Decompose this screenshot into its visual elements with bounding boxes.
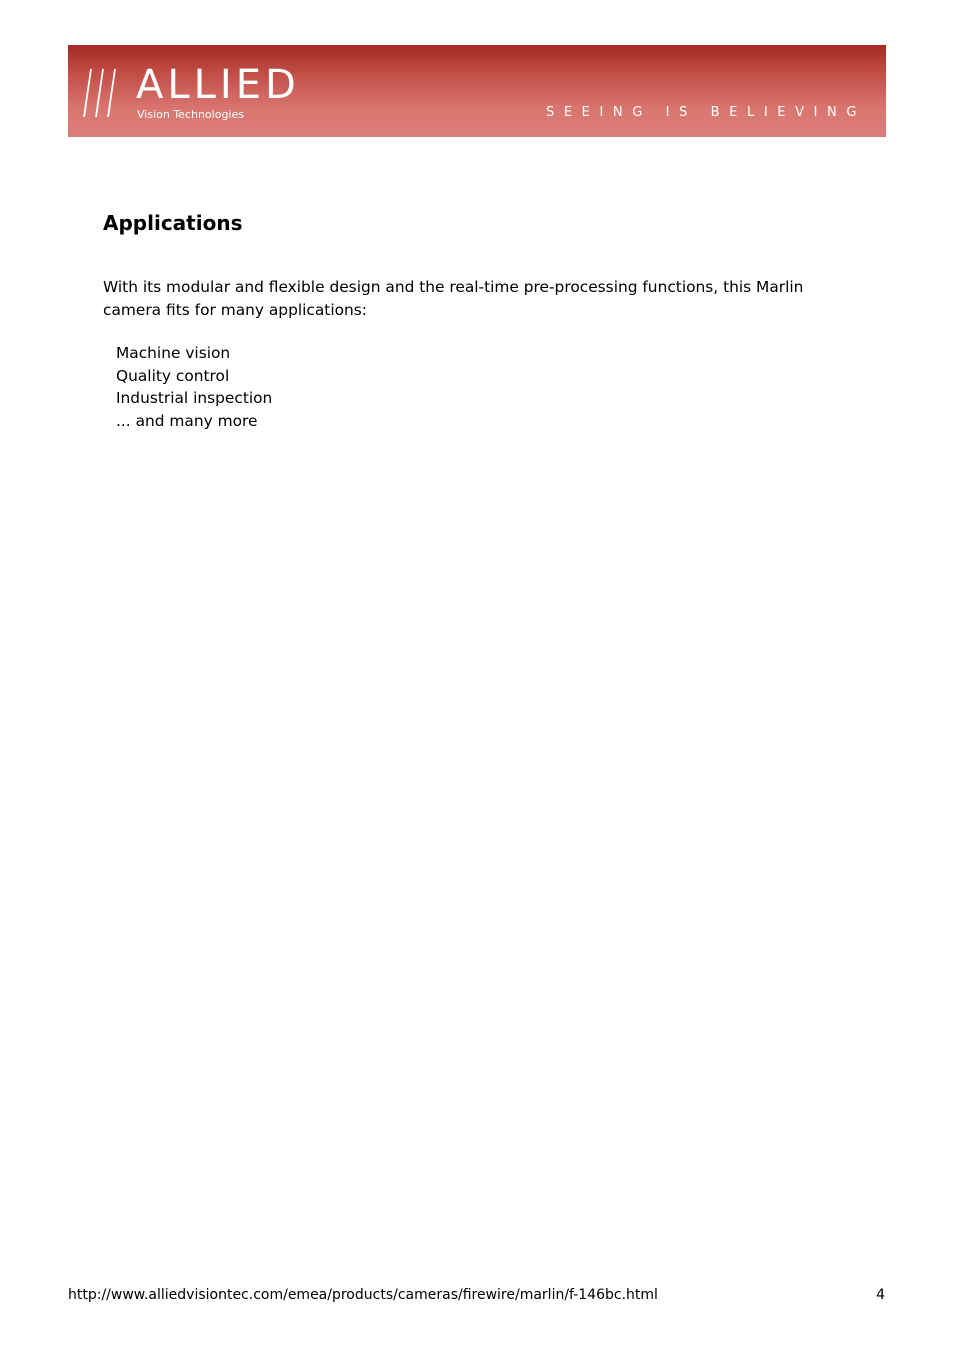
footer-url: http://www.alliedvisiontec.com/emea/products/cameras/firewire/marlin/f-146bc.html xyxy=(68,1287,658,1303)
list-item: Machine vision xyxy=(116,344,231,362)
logo-wordmark: ALLIED xyxy=(136,62,300,108)
logo-slashes-icon xyxy=(82,65,132,121)
header-banner xyxy=(68,45,886,137)
list-item: Quality control xyxy=(116,366,230,385)
applications-list xyxy=(116,342,272,433)
page-number: 4 xyxy=(876,1287,885,1303)
tagline: SEEING IS BELIEVING xyxy=(545,105,866,120)
list-item: ... and many more xyxy=(116,412,258,431)
section-heading: Applications xyxy=(103,211,243,235)
logo-subtitle: Vision Technologies xyxy=(137,108,244,121)
allied-logo xyxy=(82,62,302,125)
list-item: Industrial inspection xyxy=(116,389,273,408)
intro-paragraph: With its modular and flexible design and the real-time pre-processing functions, this Marlin camera fits for many applications: xyxy=(103,278,804,319)
